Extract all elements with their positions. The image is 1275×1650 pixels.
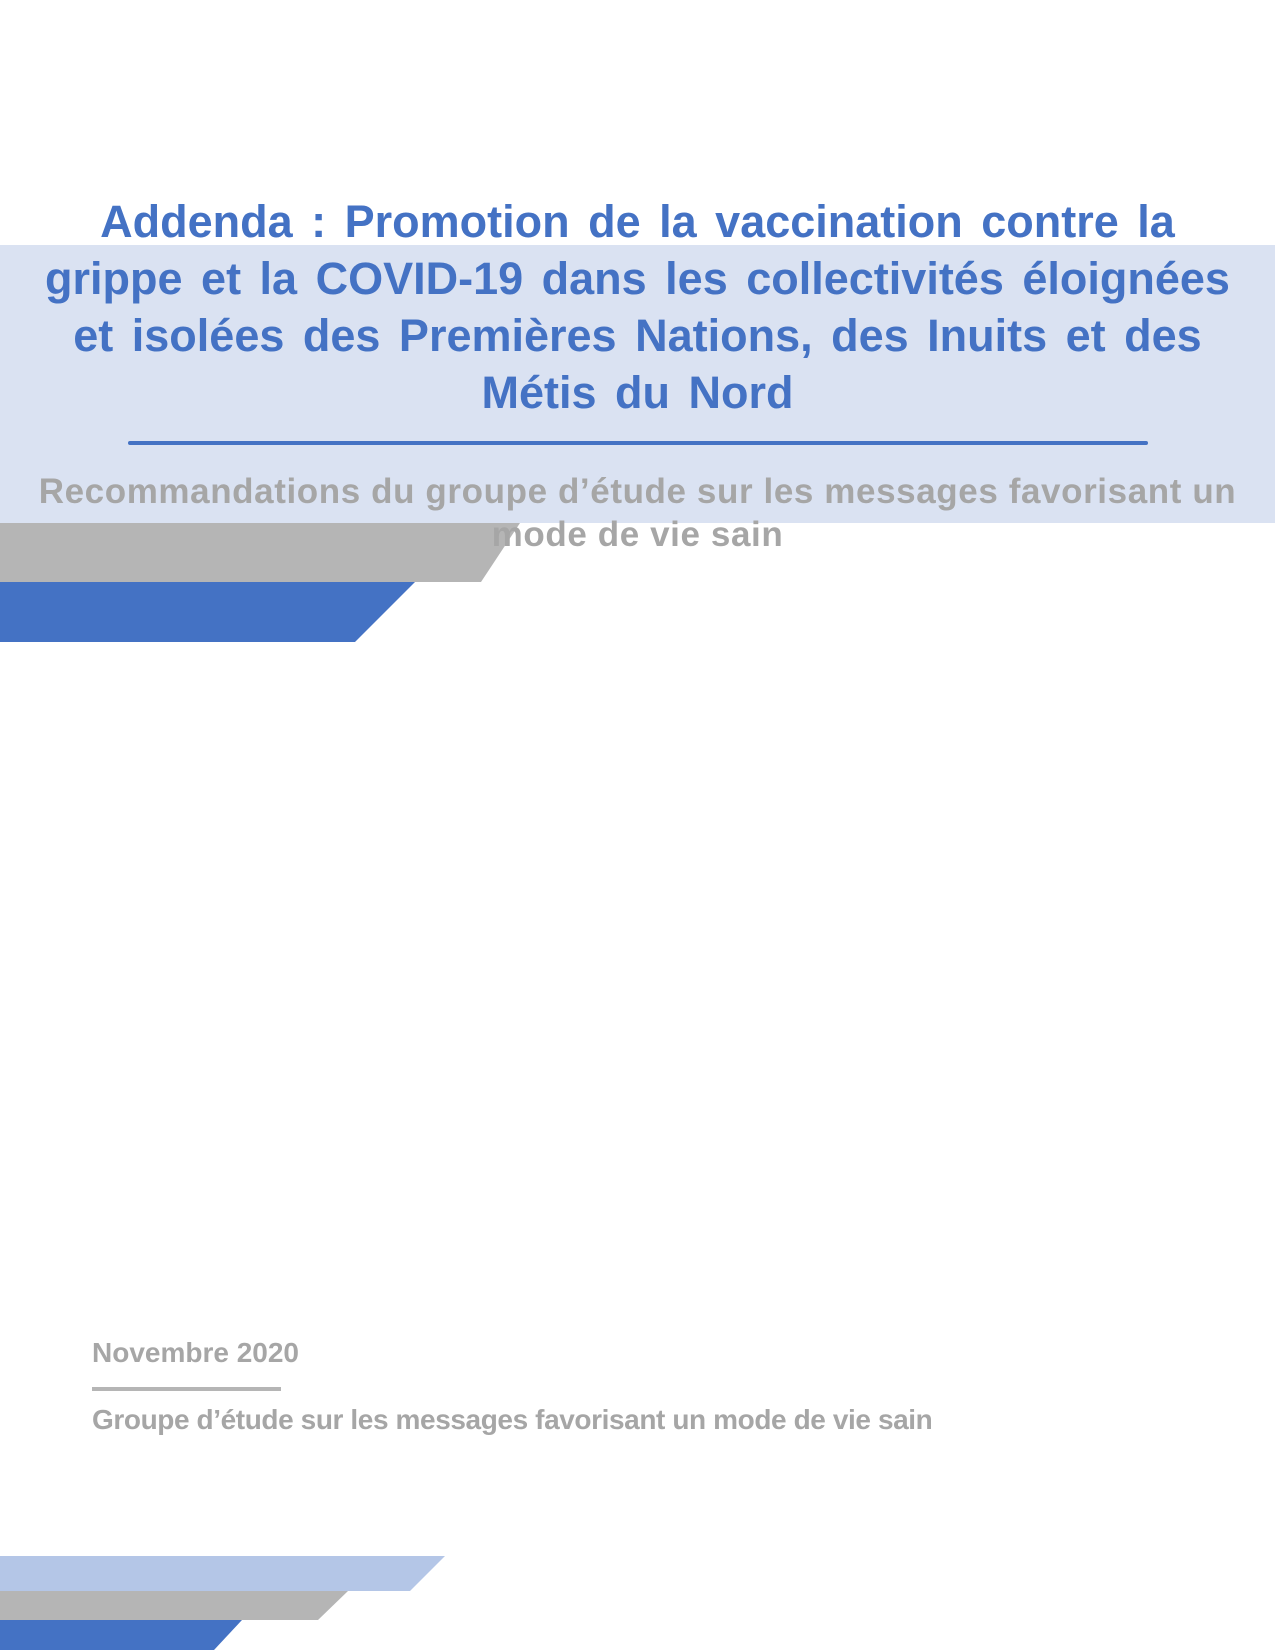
document-subtitle: Recommandations du groupe d’étude sur les messages favorisant un mode de vie sain [38,472,1237,554]
author-group: Groupe d’étude sur les messages favorisant un mode de vie sain [92,1404,933,1435]
bottom-blue-stripe [0,1620,242,1650]
title-divider [128,441,1148,445]
upper-blue-stripe [0,582,415,642]
publication-date: Novembre 2020 [92,1337,300,1368]
document-title: Addenda : Promotion de la vaccination contre la grippe et la COVID-19 dans les collectivités éloignées et isolées des Premières Nations, des Inuits et des Métis du Nord [45,196,1230,418]
bottom-gray-stripe [0,1591,348,1620]
date-divider [92,1387,281,1391]
bottom-light-blue-stripe [0,1556,445,1591]
